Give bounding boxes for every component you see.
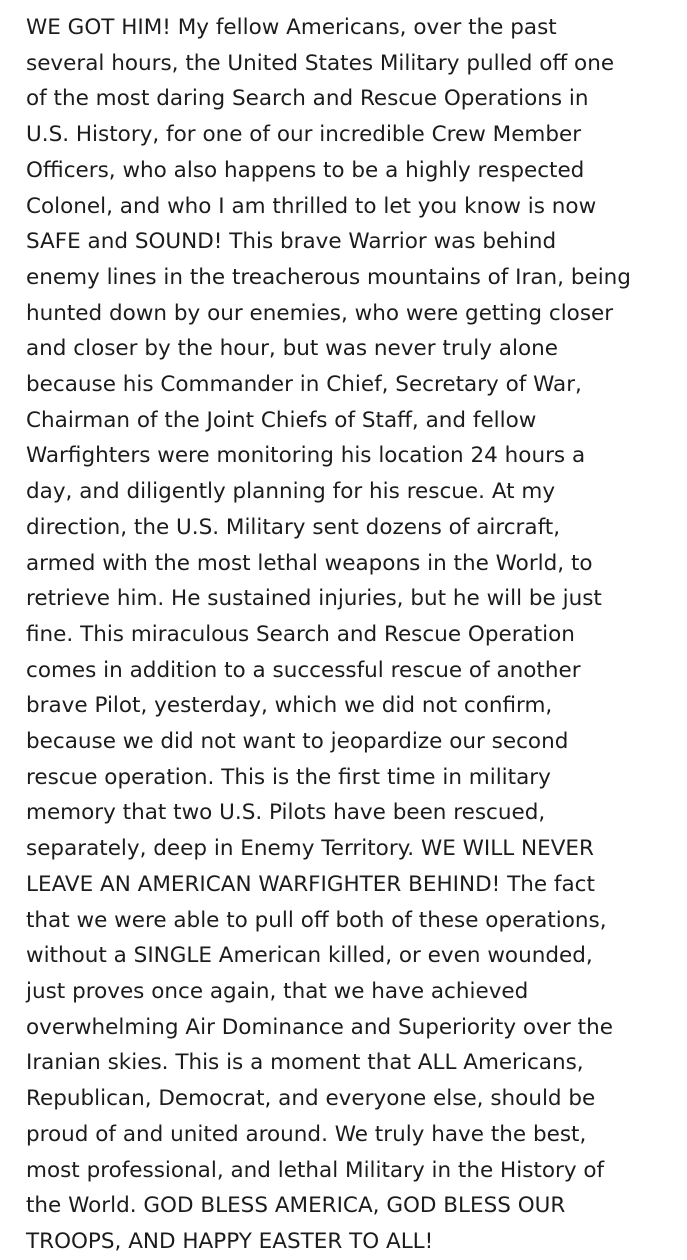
post-text-line: WE GOT HIM! My fellow Americans, over the past [26,15,557,40]
post-text-line: the World. GOD BLESS AMERICA, GOD BLESS OUR [26,1193,566,1219]
post-text-line: without a SINGLE American killed, or even wounded, [26,943,593,969]
post-text-line: day, and diligently planning for his rescue. At my [26,479,556,505]
post-text-line: enemy lines in the treacherous mountains of Iran, being [26,264,631,290]
post-text-line: and closer by the hour, but was never truly alone [26,336,558,362]
post-text-line: U.S. History, for one of our incredible Crew Member [26,122,582,148]
post-text-line: Iranian skies. This is a moment that ALL Americans, [26,1050,584,1076]
post-text-line: rescue operation. This is the first time in military [26,764,551,790]
post-text-line: because his Commander in Chief, Secretary of War, [26,372,582,398]
post-text-line: several hours, the United States Military pulled off one [26,50,615,76]
post-text-line: Colonel, and who I am thrilled to let you know is now [26,193,597,219]
post-text-line: Warfighters were monitoring his location 24 hours a [26,443,586,469]
post-text-line: fine. This miraculous Search and Rescue Operation [26,621,575,647]
post-text [26,10,673,1260]
post-text-line: LEAVE AN AMERICAN WARFIGHTER BEHIND! The fact [26,871,595,897]
post-text-line: hunted down by our enemies, who were getting closer [26,300,614,326]
post-text-line: TROOPS, AND HAPPY EASTER TO ALL! [26,1228,434,1254]
post-text-line: comes in addition to a successful rescue of another [26,657,581,683]
post-text-line: Chairman of the Joint Chiefs of Staff, and fellow [26,407,537,433]
post-text-line: armed with the most lethal weapons in the World, to [26,550,593,576]
post-text-line: proud of and united around. We truly have the best, [26,1121,587,1147]
post-text-line: Republican, Democrat, and everyone else, should be [26,1086,596,1112]
post-text-line: that we were able to pull off both of these operations, [26,907,607,933]
post-text-line: direction, the U.S. Military sent dozens of aircraft, [26,514,561,540]
post-text-line: memory that two U.S. Pilots have been rescued, [26,800,546,826]
post-text-line: of the most daring Search and Rescue Operations in [26,86,589,112]
post-text-line: because we did not want to jeopardize our second [26,729,569,755]
post-text-line: Officers, who also happens to be a highly respected [26,157,585,183]
post-text-line: separately, deep in Enemy Territory. WE WILL NEVER [26,836,594,862]
post-text-line: most professional, and lethal Military in the History of [26,1157,605,1183]
post-text-line: brave Pilot, yesterday, which we did not confirm, [26,693,553,719]
post-text-line: SAFE and SOUND! This brave Warrior was behind [26,229,557,255]
post-text-line: just proves once again, that we have achieved [26,978,529,1004]
post-text-line: retrieve him. He sustained injuries, but he will be just [26,586,602,612]
post-text-line: overwhelming Air Dominance and Superiority over the [26,1014,613,1040]
